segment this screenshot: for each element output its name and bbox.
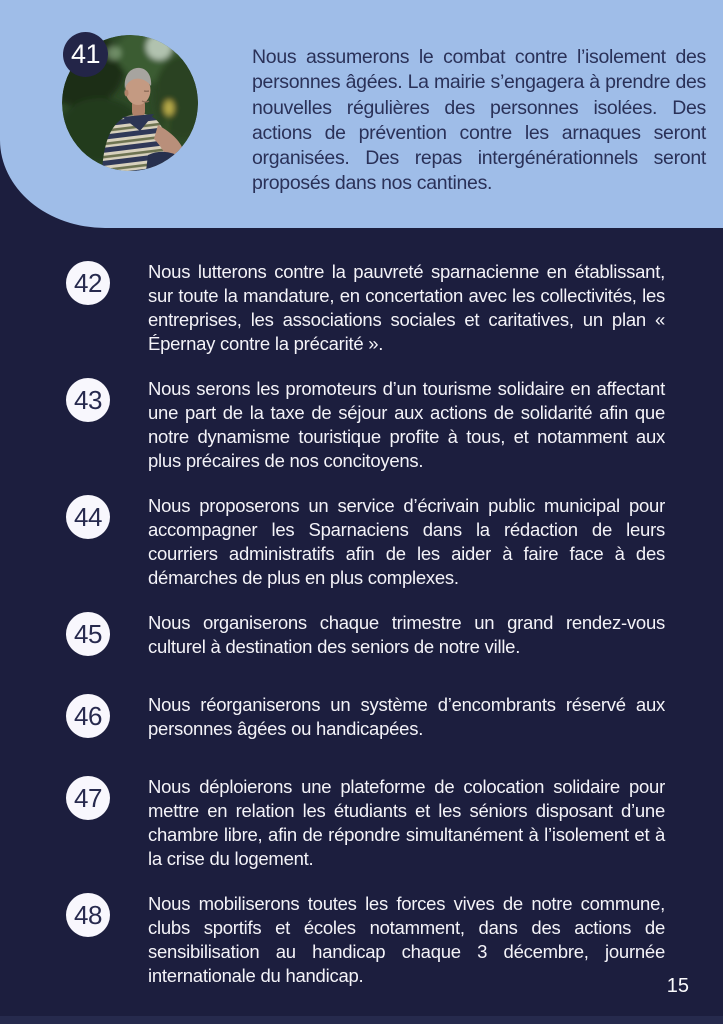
hero-panel — [0, 0, 723, 228]
item-41-number: 41 — [70, 39, 101, 69]
item-48-badge — [66, 893, 110, 937]
item-41-badge — [63, 32, 108, 77]
items-list — [0, 228, 723, 1009]
item-44-badge — [66, 495, 110, 539]
portrait-photo-group — [62, 35, 198, 171]
item-45-badge — [66, 612, 110, 656]
item-43-badge — [66, 378, 110, 422]
item-42-number: 42 — [74, 267, 102, 298]
list-item-47 — [0, 775, 723, 871]
item-46-number: 46 — [74, 700, 102, 731]
item-46-text: Nous réorganiserons un système d’encombrants réservé aux personnes âgées ou handicapées. — [148, 694, 665, 739]
item-42-text: Nous lutterons contre la pauvreté sparnacienne en établissant, sur toute la mandature, en concertation avec les collectivités, les entreprises, les associations sociales et caritatives, un plan « Épernay contre la précarité ». — [148, 261, 665, 354]
item-48-text: Nous mobiliserons toutes les forces vives de notre commune, clubs sportifs et écoles notamment, dans des actions de sensibilisation au handicap chaque 3 décembre, journée internationale du handicap. — [148, 893, 665, 986]
item-47-number: 47 — [74, 782, 102, 813]
item-47-badge — [66, 776, 110, 820]
list-item-45 — [0, 611, 723, 659]
item-41-text: Nous assumerons le combat contre l’isolement des personnes âgées. La mairie s’engagera à prendre des nouvelles régulières des personnes isolées. Des actions de prévention contre les arnaques seront organisées. Des repas intergénérationnels seront proposés dans nos cantines. — [252, 46, 706, 195]
list-item-42 — [0, 260, 723, 356]
item-48-number: 48 — [74, 899, 102, 930]
item-44-number: 44 — [74, 501, 102, 532]
page-number: 15 — [666, 975, 689, 997]
item-43-number: 43 — [74, 384, 102, 415]
item-44-text: Nous proposerons un service d’écrivain public municipal pour accompagner les Sparnaciens dans la rédaction de leurs courriers administratifs afin de les aider à faire face à des démarches de plus en plus complexes. — [148, 495, 665, 588]
item-45-number: 45 — [74, 618, 102, 649]
list-item-48 — [0, 892, 723, 988]
footer-strip — [0, 1016, 723, 1024]
item-46-badge — [66, 694, 110, 738]
item-42-badge — [66, 261, 110, 305]
list-item-46 — [0, 693, 723, 741]
item-45-text: Nous organiserons chaque trimestre un grand rendez-vous culturel à destination des seniors de notre ville. — [148, 612, 665, 657]
item-47-text: Nous déploierons une plateforme de colocation solidaire pour mettre en relation les étudiants et les séniors disposant d’une chambre libre, afin de répondre simultanément à l’isolement et à la crise du logement. — [148, 776, 665, 869]
item-43-text: Nous serons les promoteurs d’un tourisme solidaire en affectant une part de la taxe de séjour aux actions de solidarité afin que notre dynamisme touristique profite à tous, et notamment aux plus précaires de nos concitoyens. — [148, 378, 665, 471]
list-item-43 — [0, 377, 723, 473]
list-item-44 — [0, 494, 723, 590]
